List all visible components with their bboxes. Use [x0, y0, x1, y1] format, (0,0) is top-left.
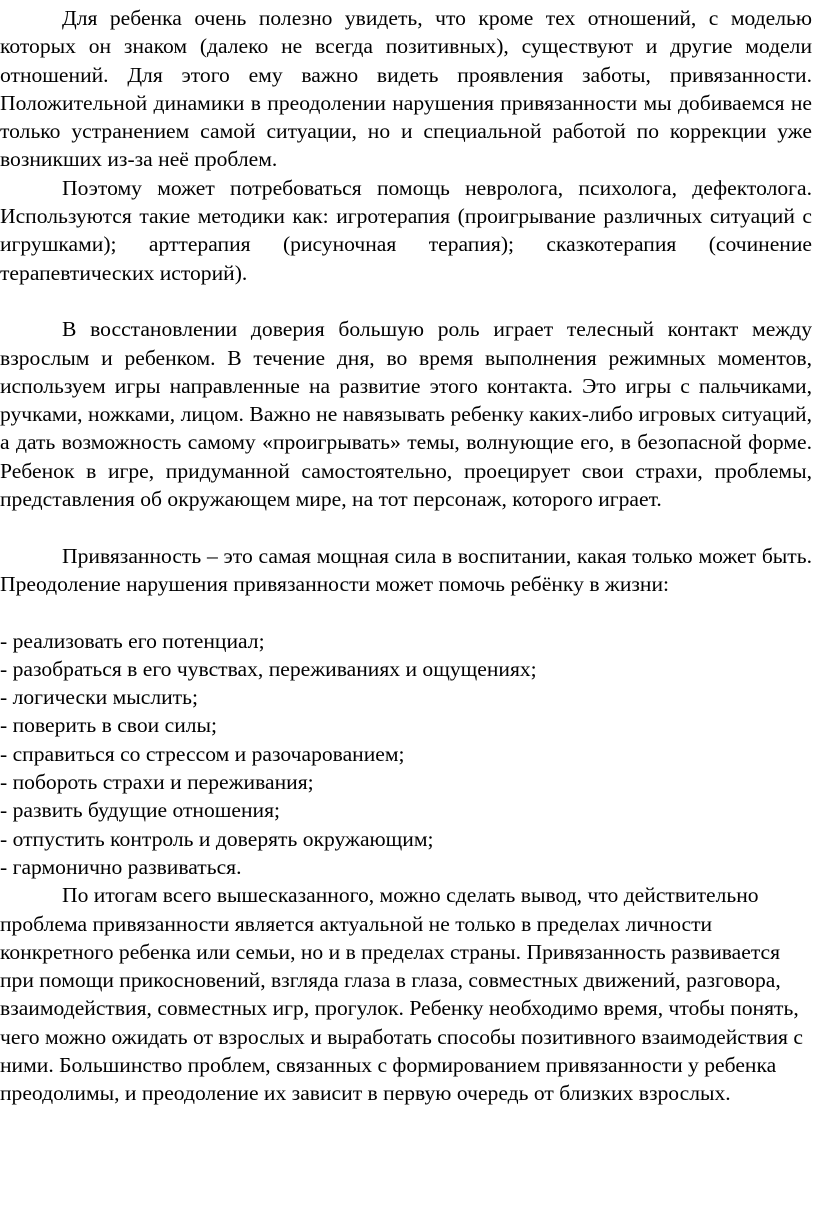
- document-page: [0, 4, 812, 1108]
- list-item: - разобраться в его чувствах, переживаниях и ощущениях;: [0, 656, 537, 681]
- paragraph-body-contact: В восстановлении доверия большую роль играет телесный контакт между взрослым и ребенком. В течение дня, во время выполнения режимных моментов, используем игры направленные на развитие этого контакта. Это игры с пальчиками, ручками, ножками, лицом. Важно не навязывать ребенку каких-либо игровых ситуаций, а дать возможность самому «проигрывать» темы, волнующие его, в безопасной форме. Ребенок в игре, придуманной самостоятельно, проецирует свои страхи, проблемы, представления об окружающем мире, на тот персонаж, которого играет.: [0, 317, 812, 512]
- paragraph-child-needs-models: Для ребенка очень полезно увидеть, что кроме тех отношений, с моделью которых он знаком (далеко не всегда позитивных), существуют и другие модели отношений. Для этого ему важно видеть проявления заботы, привязанности. Положительной динамики в преодолении нарушения привязанности мы добиваемся не только устранением самой ситуации, но и специальной работой по коррекции уже возникших из-за неё проблем.: [0, 6, 812, 172]
- list-item: - побороть страхи и переживания;: [0, 770, 314, 795]
- benefits-list: [0, 627, 812, 882]
- paragraph-specialist-help: Поэтому может потребоваться помощь невролога, психолога, дефектолога. Используются такие методики как: игротерапия (проигрывание различных ситуаций с игрушками); арттерапия (рисуночная терапия); сказкотерапия (сочинение терапевтических историй).: [0, 175, 812, 285]
- paragraph-spacer: [0, 513, 812, 541]
- list-item: - гармонично развиваться.: [0, 854, 242, 879]
- paragraph-spacer: [0, 598, 812, 626]
- list-item: - поверить в свои силы;: [0, 713, 218, 738]
- list-item: - логически мыслить;: [0, 685, 198, 710]
- paragraph-spacer: [0, 287, 812, 315]
- list-item: - отпустить контроль и доверять окружающим;: [0, 826, 434, 851]
- paragraph-conclusion: По итогам всего вышесказанного, можно сделать вывод, что действительно проблема привязанности является актуальной не только в пределах личности конкретного ребенка или семьи, но и в пределах страны. Привязанность развивается при помощи прикосновений, взгляда глаза в глаза, совместных движений, разговора, взаимодействия, совместных игр, прогулок. Ребенку необходимо время, чтобы понять, чего можно ожидать от взрослых и выработать способы позитивного взаимодействия с ними. Большинство проблем, связанных с формированием привязанности у ребенка преодолимы, и преодоление их зависит в первую очередь от близких взрослых.: [0, 883, 803, 1106]
- list-item: - развить будущие отношения;: [0, 798, 281, 823]
- paragraph-attachment-power: Привязанность – это самая мощная сила в воспитании, какая только может быть. Преодоление нарушения привязанности может помочь ребёнку в жизни:: [0, 543, 812, 596]
- list-item: - реализовать его потенциал;: [0, 628, 265, 653]
- list-item: - справиться со стрессом и разочарованием;: [0, 741, 405, 766]
